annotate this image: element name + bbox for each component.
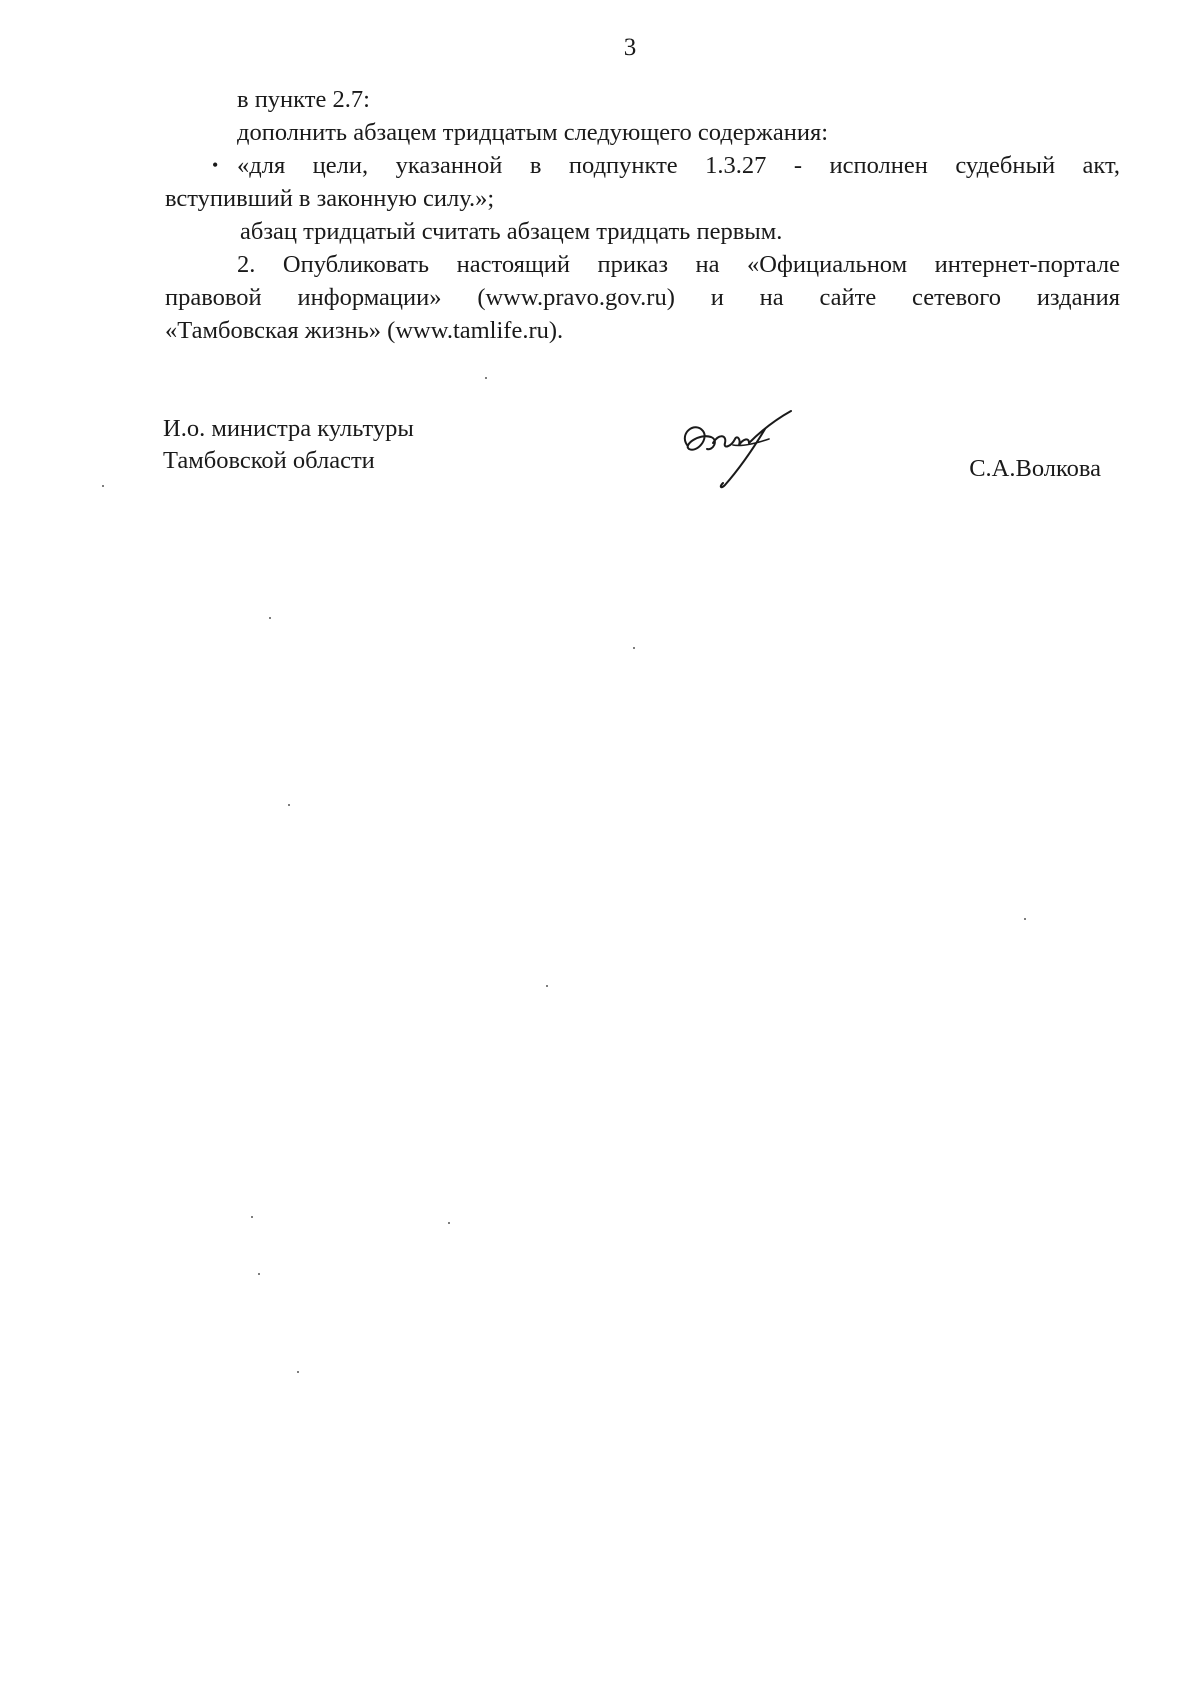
paragraph-renumber: абзац тридцатый считать абзацем тридцать первым. (240, 218, 783, 245)
scan-speck (269, 617, 271, 619)
paragraph-item-2-7: в пункте 2.7: (237, 86, 370, 113)
signer-name: С.А.Волкова (969, 455, 1101, 482)
paragraph-publish-line-2: правовой информации» (www.pravo.gov.ru) и на сайте сетевого издания (165, 284, 1120, 311)
document-body (165, 83, 1120, 347)
quote-text-line-1: «для цели, указанной в подпункте 1.3.27 - исполнен судебный акт, (237, 152, 1120, 179)
paragraph-quote-line-1 (165, 149, 1120, 182)
paragraph-supplement: дополнить абзацем тридцатым следующего содержания: (237, 119, 829, 146)
scan-speck (258, 1273, 260, 1275)
bullet-mark: • (212, 155, 219, 175)
scan-speck (448, 1222, 450, 1224)
page-number: 3 (623, 34, 637, 61)
signer-title-line-2: Тамбовской области (163, 447, 375, 474)
handwritten-signature (673, 403, 803, 498)
scan-speck (546, 985, 548, 987)
scan-speck (1024, 918, 1026, 920)
paragraph-publish-line-1: 2. Опубликовать настоящий приказ на «Официальном интернет-портале (237, 251, 1120, 278)
scan-speck (485, 377, 487, 379)
scan-speck (102, 485, 104, 487)
signature-block (163, 413, 1123, 513)
scan-speck (251, 1216, 253, 1218)
scan-speck (288, 804, 290, 806)
signer-title (163, 413, 414, 477)
signer-title-line-1: И.о. министра культуры (163, 415, 414, 442)
paragraph-quote-line-2: вступивший в законную силу.»; (165, 185, 495, 212)
scan-speck (633, 647, 635, 649)
scan-speck (297, 1371, 299, 1373)
paragraph-publish-line-3: «Тамбовская жизнь» (www.tamlife.ru). (165, 317, 564, 344)
